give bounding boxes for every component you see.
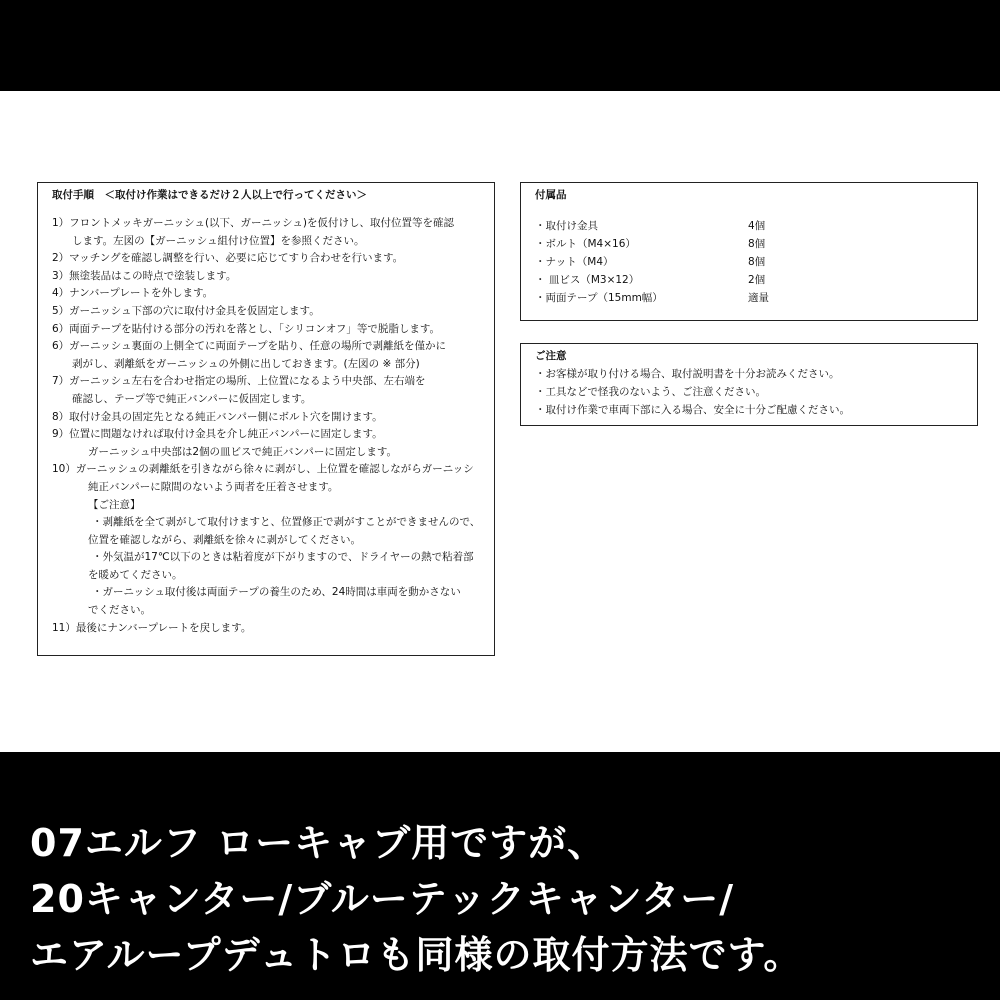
caption-line-2: 20キャンター/ブルーテックキャンター/ (30, 877, 735, 921)
accessory-item (535, 271, 965, 289)
accessory-name: ・ 皿ビス（M3×12） (535, 274, 640, 286)
accessory-quantity: 適量 (748, 292, 769, 304)
instruction-line: 剥がし、剥離紙をガーニッシュの外側に出しておきます。(左図の ※ 部分) (72, 357, 420, 370)
accessories-list (535, 217, 965, 307)
instruction-line: でください。 (88, 604, 151, 617)
accessories-box (520, 182, 978, 321)
accessory-quantity: 8個 (748, 238, 766, 250)
instruction-line: ・ガーニッシュ取付後は両面テープの養生のため、24時間は車両を動かさない (92, 586, 461, 599)
instruction-line: 9）位置に問題なければ取付け金具を介し純正バンパーに固定します。 (52, 428, 383, 441)
caution-line: ・工具などで怪我のないよう、ご注意ください。 (535, 386, 766, 398)
caption-line-3: エアループデュトロも同様の取付方法です。 (30, 933, 803, 977)
accessories-title: 付属品 (535, 189, 567, 201)
instruction-line: 確認し、テープ等で純正バンパーに仮固定します。 (72, 392, 312, 405)
instruction-line: 純正バンパーに隙間のないよう両者を圧着させます。 (88, 480, 339, 493)
caution-list (535, 365, 965, 419)
caption-band (0, 752, 1000, 1000)
caution-title: ご注意 (535, 350, 567, 362)
instruction-line: 4）ナンバープレートを外します。 (52, 287, 214, 300)
instruction-line: 6）両面テープを貼付ける部分の汚れを落とし、「シリコンオフ」等で脱脂します。 (52, 322, 441, 335)
instruction-line: ガーニッシュ中央部は2個の皿ビスで純正バンパーに固定します。 (88, 445, 397, 458)
instruction-line: します。左図の【ガーニッシュ組付け位置】を参照ください。 (72, 234, 365, 247)
accessory-quantity: 2個 (748, 274, 766, 286)
accessory-item (535, 289, 965, 307)
accessory-name: ・ボルト（M4×16） (535, 238, 636, 250)
caution-line: ・お客様が取り付ける場合、取付説明書を十分お読みください。 (535, 368, 840, 380)
accessory-name: ・ナット（M4） (535, 256, 614, 268)
instruction-line: 3）無塗装品はこの時点で塗装します。 (52, 269, 237, 282)
accessory-quantity: 8個 (748, 256, 766, 268)
accessory-item (535, 253, 965, 271)
caption-line-1: 07エルフ ローキャブ用ですが、 (30, 821, 607, 865)
top-black-bar (0, 0, 1000, 91)
instruction-line: 8）取付け金具の固定先となる純正バンパー側にボルト穴を開けます。 (52, 410, 383, 423)
instruction-line: ・外気温が17℃以下のときは粘着度が下がりますので、ドライヤーの熱で粘着部 (92, 551, 474, 564)
accessory-quantity: 4個 (748, 220, 766, 232)
caution-line: ・取付け作業で車両下部に入る場合、安全に十分ご配慮ください。 (535, 404, 850, 416)
instruction-line: 位置を確認しながら、剥離紙を徐々に剥がしてください。 (88, 533, 361, 546)
instruction-line: 7）ガーニッシュ左右を合わせ指定の場所、上位置になるよう中央部、左右端を (52, 375, 426, 388)
instruction-line: 5）ガーニッシュ下部の穴に取付け金具を仮固定します。 (52, 304, 320, 317)
instruction-line: ・剥離紙を全て剥がして取付けますと、位置修正で剥がすことができませんので、 (92, 516, 481, 529)
instruction-line: 6）ガーニッシュ裏面の上側全てに両面テープを貼り、任意の場所で剥離紙を僅かに (52, 340, 447, 353)
accessory-item (535, 235, 965, 253)
accessory-name: ・取付け金具 (535, 220, 598, 232)
installation-steps-list (52, 215, 482, 637)
caution-box (520, 343, 978, 426)
installation-steps-box (37, 182, 495, 656)
instruction-line: 10）ガーニッシュの剥離紙を引きながら徐々に剥がし、上位置を確認しながらガーニッシ (52, 463, 474, 476)
instruction-line: 1）フロントメッキガーニッシュ(以下、ガーニッシュ)を仮付けし、取付位置等を確認 (52, 217, 455, 229)
accessory-name: ・両面テープ（15mm幅） (535, 292, 663, 304)
instruction-line: 11）最後にナンバープレートを戻します。 (52, 621, 252, 634)
instruction-line: 【ご注意】 (88, 498, 141, 511)
instruction-line: 2）マッチングを確認し調整を行い、必要に応じてすり合わせを行います。 (52, 252, 404, 265)
accessory-item (535, 217, 965, 235)
installation-steps-title: 取付手順 ＜取付け作業はできるだけ２人以上で行ってください＞ (52, 189, 367, 201)
instruction-line: を暖めてください。 (88, 568, 183, 581)
